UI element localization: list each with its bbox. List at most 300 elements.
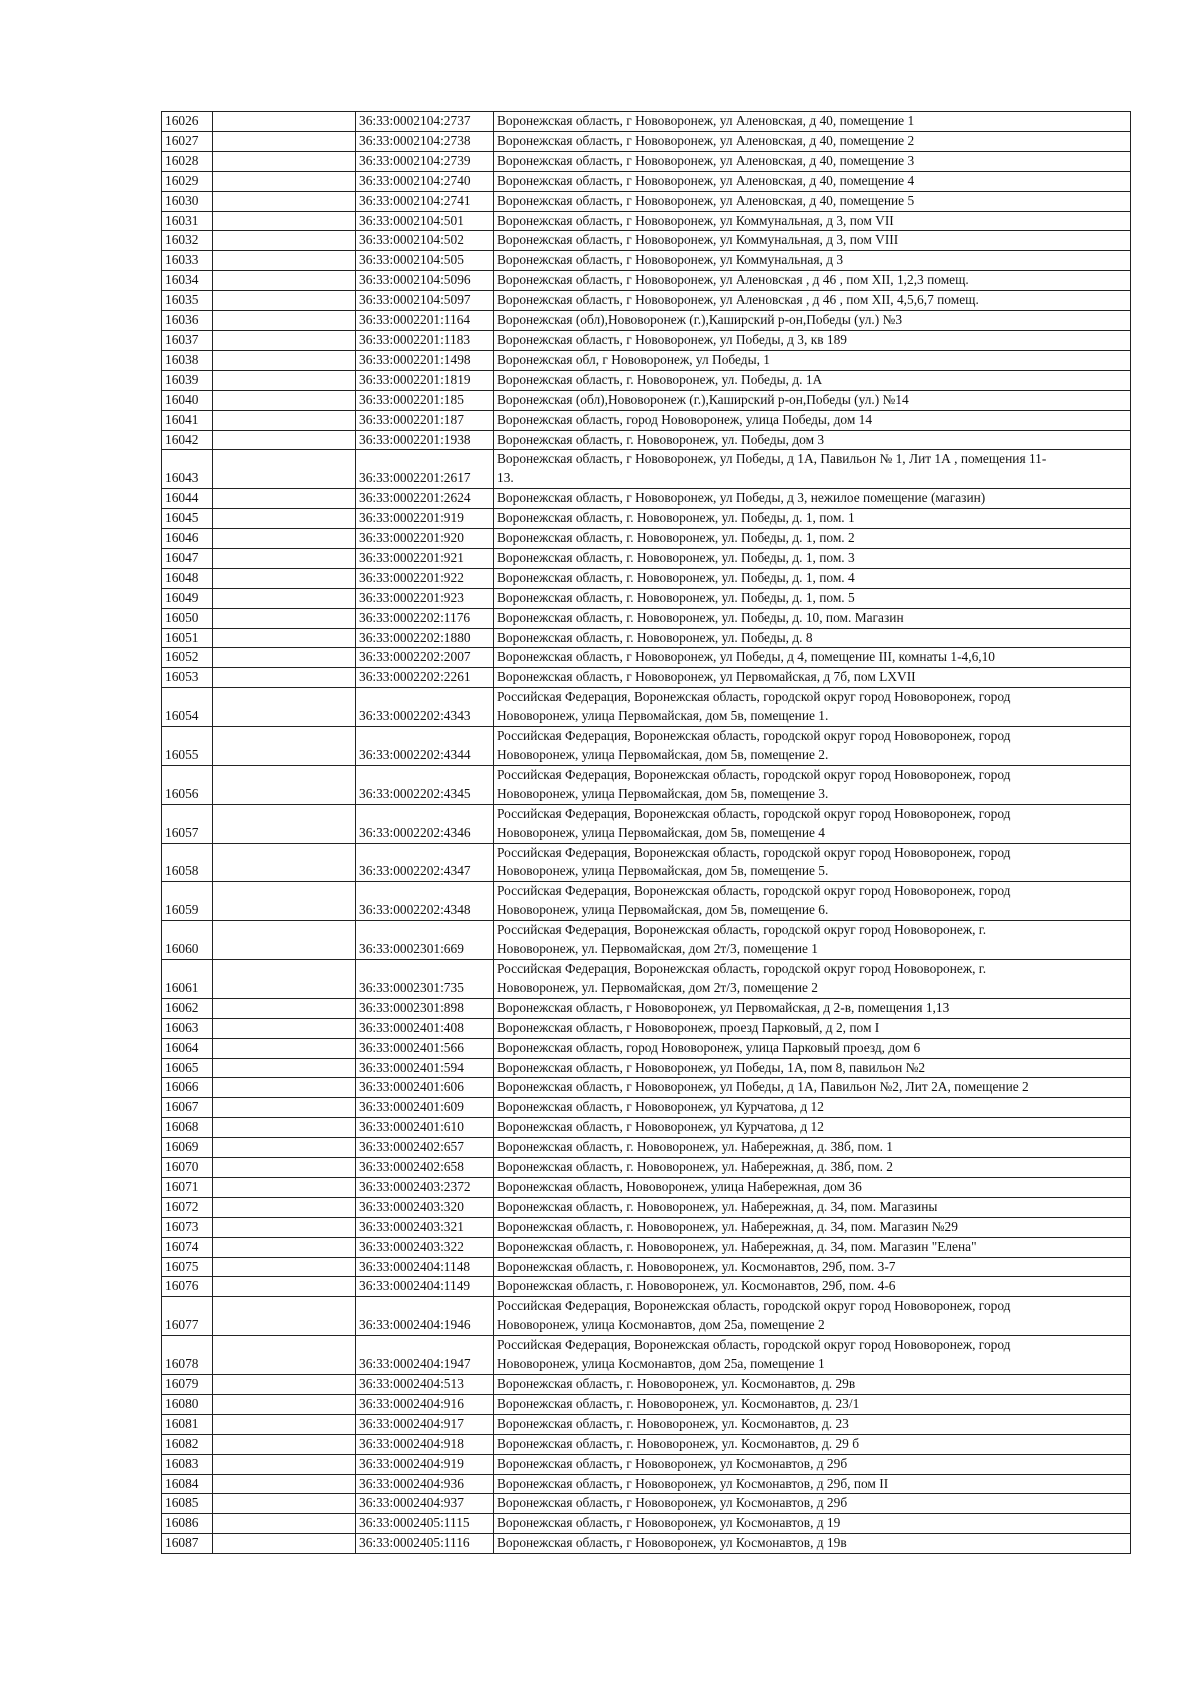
row-number-cell: 16079 xyxy=(162,1375,213,1395)
address-cell: Воронежская область, г. Нововоронеж, ул. Победы, дом 3 xyxy=(494,430,1131,450)
cadastral-number-cell: 36:33:0002104:2737 xyxy=(356,112,494,132)
row-number-cell: 16032 xyxy=(162,231,213,251)
cadastral-number-cell: 36:33:0002404:1946 xyxy=(356,1297,494,1336)
row-number-cell: 16044 xyxy=(162,489,213,509)
cadastral-number-cell: 36:33:0002201:921 xyxy=(356,548,494,568)
row-number-cell: 16034 xyxy=(162,271,213,291)
address-cell: Воронежская область, город Нововоронеж, улица Победы, дом 14 xyxy=(494,410,1131,430)
table-row xyxy=(162,548,1131,568)
cadastral-number-cell: 36:33:0002404:919 xyxy=(356,1454,494,1474)
table-row xyxy=(162,727,1131,766)
cadastral-number-cell: 36:33:0002401:408 xyxy=(356,1018,494,1038)
empty-cell xyxy=(213,529,356,549)
empty-cell xyxy=(213,1237,356,1257)
row-number-cell: 16066 xyxy=(162,1078,213,1098)
table-row xyxy=(162,688,1131,727)
table-row xyxy=(162,1197,1131,1217)
table-row xyxy=(162,1217,1131,1237)
row-number-cell: 16084 xyxy=(162,1474,213,1494)
empty-cell xyxy=(213,271,356,291)
cadastral-number-cell: 36:33:0002201:187 xyxy=(356,410,494,430)
cadastral-number-cell: 36:33:0002201:919 xyxy=(356,509,494,529)
table-row xyxy=(162,765,1131,804)
cadastral-number-cell: 36:33:0002202:4348 xyxy=(356,882,494,921)
table-row xyxy=(162,668,1131,688)
row-number-cell: 16031 xyxy=(162,211,213,231)
address-cell: Воронежская область, г. Нововоронеж, ул. Победы, д. 8 xyxy=(494,628,1131,648)
row-number-cell: 16074 xyxy=(162,1237,213,1257)
address-cell: Российская Федерация, Воронежская область, городской округ город Нововоронеж, город Нововоронеж, улица Первомайская, дом 5в, помещение 1. xyxy=(494,688,1131,727)
cadastral-number-cell: 36:33:0002201:1819 xyxy=(356,370,494,390)
cadastral-number-cell: 36:33:0002201:1164 xyxy=(356,311,494,331)
row-number-cell: 16083 xyxy=(162,1454,213,1474)
empty-cell xyxy=(213,1217,356,1237)
row-number-cell: 16065 xyxy=(162,1058,213,1078)
row-number-cell: 16047 xyxy=(162,548,213,568)
row-number-cell: 16078 xyxy=(162,1336,213,1375)
cadastral-number-cell: 36:33:0002404:918 xyxy=(356,1434,494,1454)
address-cell: Воронежская область, г. Нововоронеж, ул. Победы, д. 1, пом. 5 xyxy=(494,588,1131,608)
cadastral-number-cell: 36:33:0002201:920 xyxy=(356,529,494,549)
address-cell: Воронежская область, г. Нововоронеж, ул. Набережная, д. 34, пом. Магазин №29 xyxy=(494,1217,1131,1237)
empty-cell xyxy=(213,251,356,271)
empty-cell xyxy=(213,843,356,882)
address-cell: Воронежская область, г. Нововоронеж, ул. Победы, д. 1, пом. 4 xyxy=(494,568,1131,588)
cadastral-number-cell: 36:33:0002104:2741 xyxy=(356,191,494,211)
empty-cell xyxy=(213,765,356,804)
empty-cell xyxy=(213,1297,356,1336)
row-number-cell: 16067 xyxy=(162,1098,213,1118)
table-row xyxy=(162,489,1131,509)
table-row xyxy=(162,291,1131,311)
address-cell: Российская Федерация, Воронежская область, городской округ город Нововоронеж, город Нововоронеж, улица Космонавтов, дом 25а, помещение 1 xyxy=(494,1336,1131,1375)
cadastral-number-cell: 36:33:0002202:4346 xyxy=(356,804,494,843)
empty-cell xyxy=(213,1078,356,1098)
row-number-cell: 16063 xyxy=(162,1018,213,1038)
empty-cell xyxy=(213,191,356,211)
address-cell: Воронежская область, г. Нововоронеж, ул. Космонавтов, д. 23 xyxy=(494,1414,1131,1434)
empty-cell xyxy=(213,311,356,331)
empty-cell xyxy=(213,588,356,608)
address-cell: Российская Федерация, Воронежская область, городской округ город Нововоронеж, г. Нововоронеж, ул. Первомайская, дом 2т/3, помещение 1 xyxy=(494,921,1131,960)
table-row xyxy=(162,410,1131,430)
address-cell: Воронежская область, г. Нововоронеж, ул. Победы, д. 1, пом. 2 xyxy=(494,529,1131,549)
cadastral-number-cell: 36:33:0002403:320 xyxy=(356,1197,494,1217)
row-number-cell: 16068 xyxy=(162,1118,213,1138)
address-cell: Воронежская область, г Нововоронеж, ул Космонавтов, д 29б, пом II xyxy=(494,1474,1131,1494)
address-cell: Воронежская область, г. Нововоронеж, ул. Победы, д. 1, пом. 1 xyxy=(494,509,1131,529)
address-cell: Воронежская область, г Нововоронеж, ул Победы, д 4, помещение III, комнаты 1-4,6,10 xyxy=(494,648,1131,668)
row-number-cell: 16053 xyxy=(162,668,213,688)
cadastral-number-cell: 36:33:0002104:501 xyxy=(356,211,494,231)
address-cell: Воронежская область, г. Нововоронеж, ул. Набережная, д. 34, пом. Магазин "Елена" xyxy=(494,1237,1131,1257)
address-cell: Воронежская область, г Нововоронеж, ул Аленовская , д 46 , пом XII, 1,2,3 помещ. xyxy=(494,271,1131,291)
address-cell: Воронежская область, г Нововоронеж, ул Космонавтов, д 29б xyxy=(494,1454,1131,1474)
empty-cell xyxy=(213,668,356,688)
empty-cell xyxy=(213,171,356,191)
table-row xyxy=(162,1434,1131,1454)
address-cell: Воронежская область, г Нововоронеж, ул Курчатова, д 12 xyxy=(494,1098,1131,1118)
row-number-cell: 16075 xyxy=(162,1257,213,1277)
address-cell: Воронежская область, г. Нововоронеж, ул. Победы, д. 10, пом. Магазин xyxy=(494,608,1131,628)
property-register-table xyxy=(161,111,1131,1554)
empty-cell xyxy=(213,1257,356,1277)
empty-cell xyxy=(213,804,356,843)
row-number-cell: 16026 xyxy=(162,112,213,132)
table-row xyxy=(162,1454,1131,1474)
table-row xyxy=(162,1058,1131,1078)
empty-cell xyxy=(213,1414,356,1434)
empty-cell xyxy=(213,1494,356,1514)
cadastral-number-cell: 36:33:0002104:2739 xyxy=(356,151,494,171)
address-cell: Воронежская область, г Нововоронеж, ул Аленовская, д 40, помещение 5 xyxy=(494,191,1131,211)
cadastral-number-cell: 36:33:0002104:5097 xyxy=(356,291,494,311)
table-row xyxy=(162,1038,1131,1058)
empty-cell xyxy=(213,430,356,450)
table-row xyxy=(162,350,1131,370)
table-row xyxy=(162,211,1131,231)
address-cell: Российская Федерация, Воронежская область, городской округ город Нововоронеж, г. Нововоронеж, ул. Первомайская, дом 2т/3, помещение 2 xyxy=(494,959,1131,998)
table-row xyxy=(162,311,1131,331)
table-row xyxy=(162,1138,1131,1158)
row-number-cell: 16054 xyxy=(162,688,213,727)
empty-cell xyxy=(213,568,356,588)
row-number-cell: 16072 xyxy=(162,1197,213,1217)
table-body xyxy=(162,112,1131,1554)
address-cell: Воронежская область, г Нововоронеж, ул Аленовская, д 40, помещение 3 xyxy=(494,151,1131,171)
address-cell: Российская Федерация, Воронежская область, городской округ город Нововоронеж, город Нововоронеж, улица Первомайская, дом 5в, помещение 5. xyxy=(494,843,1131,882)
row-number-cell: 16048 xyxy=(162,568,213,588)
empty-cell xyxy=(213,450,356,489)
cadastral-number-cell: 36:33:0002403:321 xyxy=(356,1217,494,1237)
cadastral-number-cell: 36:33:0002201:923 xyxy=(356,588,494,608)
table-row xyxy=(162,251,1131,271)
table-row xyxy=(162,151,1131,171)
address-cell: Российская Федерация, Воронежская область, городской округ город Нововоронеж, город Нововоронеж, улица Первомайская, дом 5в, помещение 4 xyxy=(494,804,1131,843)
row-number-cell: 16071 xyxy=(162,1177,213,1197)
table-row xyxy=(162,1118,1131,1138)
cadastral-number-cell: 36:33:0002404:1149 xyxy=(356,1277,494,1297)
table-row xyxy=(162,608,1131,628)
cadastral-number-cell: 36:33:0002401:566 xyxy=(356,1038,494,1058)
cadastral-number-cell: 36:33:0002404:917 xyxy=(356,1414,494,1434)
empty-cell xyxy=(213,882,356,921)
address-cell: Воронежская область, г Нововоронеж, ул Космонавтов, д 29б xyxy=(494,1494,1131,1514)
empty-cell xyxy=(213,1197,356,1217)
address-cell: Воронежская область, г. Нововоронеж, ул. Набережная, д. 38б, пом. 2 xyxy=(494,1158,1131,1178)
empty-cell xyxy=(213,1038,356,1058)
row-number-cell: 16043 xyxy=(162,450,213,489)
cadastral-number-cell: 36:33:0002405:1115 xyxy=(356,1514,494,1534)
table-row xyxy=(162,921,1131,960)
cadastral-number-cell: 36:33:0002404:1947 xyxy=(356,1336,494,1375)
row-number-cell: 16086 xyxy=(162,1514,213,1534)
row-number-cell: 16049 xyxy=(162,588,213,608)
address-cell: Воронежская область, г Нововоронеж, ул Космонавтов, д 19в xyxy=(494,1534,1131,1554)
row-number-cell: 16036 xyxy=(162,311,213,331)
table-row xyxy=(162,1177,1131,1197)
cadastral-number-cell: 36:33:0002201:1183 xyxy=(356,330,494,350)
empty-cell xyxy=(213,628,356,648)
table-row xyxy=(162,1237,1131,1257)
address-cell: Воронежская область, Нововоронеж, улица Набережная, дом 36 xyxy=(494,1177,1131,1197)
cadastral-number-cell: 36:33:0002202:4345 xyxy=(356,765,494,804)
row-number-cell: 16069 xyxy=(162,1138,213,1158)
empty-cell xyxy=(213,1336,356,1375)
empty-cell xyxy=(213,1277,356,1297)
address-cell: Воронежская обл, г Нововоронеж, ул Победы, 1 xyxy=(494,350,1131,370)
cadastral-number-cell: 36:33:0002301:735 xyxy=(356,959,494,998)
empty-cell xyxy=(213,1474,356,1494)
empty-cell xyxy=(213,1394,356,1414)
table-row xyxy=(162,588,1131,608)
cadastral-number-cell: 36:33:0002403:322 xyxy=(356,1237,494,1257)
row-number-cell: 16045 xyxy=(162,509,213,529)
address-cell: Российская Федерация, Воронежская область, городской округ город Нововоронеж, город Нововоронеж, улица Первомайская, дом 5в, помещение 3. xyxy=(494,765,1131,804)
empty-cell xyxy=(213,648,356,668)
empty-cell xyxy=(213,211,356,231)
table-row xyxy=(162,1078,1131,1098)
table-row xyxy=(162,1336,1131,1375)
table-row xyxy=(162,1098,1131,1118)
row-number-cell: 16051 xyxy=(162,628,213,648)
row-number-cell: 16027 xyxy=(162,131,213,151)
row-number-cell: 16055 xyxy=(162,727,213,766)
row-number-cell: 16038 xyxy=(162,350,213,370)
empty-cell xyxy=(213,1375,356,1395)
cadastral-number-cell: 36:33:0002202:1880 xyxy=(356,628,494,648)
cadastral-number-cell: 36:33:0002104:505 xyxy=(356,251,494,271)
row-number-cell: 16035 xyxy=(162,291,213,311)
cadastral-number-cell: 36:33:0002402:658 xyxy=(356,1158,494,1178)
row-number-cell: 16030 xyxy=(162,191,213,211)
empty-cell xyxy=(213,131,356,151)
empty-cell xyxy=(213,959,356,998)
table-row xyxy=(162,1474,1131,1494)
address-cell: Российская Федерация, Воронежская область, городской округ город Нововоронеж, город Нововоронеж, улица Первомайская, дом 5в, помещение 2. xyxy=(494,727,1131,766)
empty-cell xyxy=(213,1118,356,1138)
address-cell: Воронежская область, г Нововоронеж, ул Первомайская, д 7б, пом LXVII xyxy=(494,668,1131,688)
table-row xyxy=(162,568,1131,588)
empty-cell xyxy=(213,1018,356,1038)
cadastral-number-cell: 36:33:0002404:937 xyxy=(356,1494,494,1514)
row-number-cell: 16081 xyxy=(162,1414,213,1434)
address-cell: Воронежская область, г Нововоронеж, ул Аленовская , д 46 , пом XII, 4,5,6,7 помещ. xyxy=(494,291,1131,311)
table-row xyxy=(162,1514,1131,1534)
row-number-cell: 16070 xyxy=(162,1158,213,1178)
address-cell: Воронежская область, г Нововоронеж, ул Курчатова, д 12 xyxy=(494,1118,1131,1138)
address-cell: Воронежская область, г Нововоронеж, ул Коммунальная, д 3 xyxy=(494,251,1131,271)
table-row xyxy=(162,191,1131,211)
row-number-cell: 16087 xyxy=(162,1534,213,1554)
row-number-cell: 16029 xyxy=(162,171,213,191)
empty-cell xyxy=(213,1098,356,1118)
address-cell: Воронежская (обл),Нововоронеж (г.),Каширский р-он,Победы (ул.) №14 xyxy=(494,390,1131,410)
cadastral-number-cell: 36:33:0002202:2261 xyxy=(356,668,494,688)
cadastral-number-cell: 36:33:0002202:4343 xyxy=(356,688,494,727)
table-row xyxy=(162,131,1131,151)
address-cell: Воронежская область, г Нововоронеж, проезд Парковый, д 2, пом I xyxy=(494,1018,1131,1038)
empty-cell xyxy=(213,1177,356,1197)
cadastral-number-cell: 36:33:0002202:1176 xyxy=(356,608,494,628)
empty-cell xyxy=(213,489,356,509)
cadastral-number-cell: 36:33:0002201:185 xyxy=(356,390,494,410)
row-number-cell: 16039 xyxy=(162,370,213,390)
address-cell: Воронежская область, г Нововоронеж, ул Победы, д 1А, Павильон № 1, Лит 1А , помещения 11- 13. xyxy=(494,450,1131,489)
table-row xyxy=(162,529,1131,549)
cadastral-number-cell: 36:33:0002201:2617 xyxy=(356,450,494,489)
cadastral-number-cell: 36:33:0002201:1938 xyxy=(356,430,494,450)
address-cell: Воронежская область, г Нововоронеж, ул Коммунальная, д 3, пом VIII xyxy=(494,231,1131,251)
cadastral-number-cell: 36:33:0002404:513 xyxy=(356,1375,494,1395)
empty-cell xyxy=(213,1454,356,1474)
address-cell: Российская Федерация, Воронежская область, городской округ город Нововоронеж, город Нововоронеж, улица Космонавтов, дом 25а, помещение 2 xyxy=(494,1297,1131,1336)
row-number-cell: 16060 xyxy=(162,921,213,960)
table-row xyxy=(162,370,1131,390)
empty-cell xyxy=(213,370,356,390)
row-number-cell: 16057 xyxy=(162,804,213,843)
cadastral-number-cell: 36:33:0002401:594 xyxy=(356,1058,494,1078)
cadastral-number-cell: 36:33:0002104:5096 xyxy=(356,271,494,291)
address-cell: Воронежская область, г. Нововоронеж, ул. Победы, д. 1А xyxy=(494,370,1131,390)
address-cell: Воронежская область, г. Нововоронеж, ул. Набережная, д. 34, пом. Магазины xyxy=(494,1197,1131,1217)
address-cell: Воронежская область, г. Нововоронеж, ул. Космонавтов, д. 29 б xyxy=(494,1434,1131,1454)
address-cell: Российская Федерация, Воронежская область, городской округ город Нововоронеж, город Нововоронеж, улица Первомайская, дом 5в, помещение 6. xyxy=(494,882,1131,921)
cadastral-number-cell: 36:33:0002104:502 xyxy=(356,231,494,251)
row-number-cell: 16040 xyxy=(162,390,213,410)
table-row xyxy=(162,1414,1131,1434)
cadastral-number-cell: 36:33:0002301:898 xyxy=(356,998,494,1018)
empty-cell xyxy=(213,231,356,251)
address-cell: Воронежская область, г Нововоронеж, ул Коммунальная, д 3, пом VII xyxy=(494,211,1131,231)
row-number-cell: 16077 xyxy=(162,1297,213,1336)
cadastral-number-cell: 36:33:0002201:922 xyxy=(356,568,494,588)
address-cell: Воронежская область, г Нововоронеж, ул Аленовская, д 40, помещение 2 xyxy=(494,131,1131,151)
row-number-cell: 16033 xyxy=(162,251,213,271)
table-row xyxy=(162,998,1131,1018)
empty-cell xyxy=(213,1534,356,1554)
table-row xyxy=(162,430,1131,450)
empty-cell xyxy=(213,1058,356,1078)
empty-cell xyxy=(213,548,356,568)
address-cell: Воронежская область, г Нововоронеж, ул Первомайская, д 2-в, помещения 1,13 xyxy=(494,998,1131,1018)
cadastral-number-cell: 36:33:0002301:669 xyxy=(356,921,494,960)
empty-cell xyxy=(213,1434,356,1454)
empty-cell xyxy=(213,1158,356,1178)
cadastral-number-cell: 36:33:0002201:1498 xyxy=(356,350,494,370)
address-cell: Воронежская область, г Нововоронеж, ул Победы, д 1А, Павильон №2, Лит 2А, помещение 2 xyxy=(494,1078,1131,1098)
address-cell: Воронежская область, г Нововоронеж, ул Победы, 1А, пом 8, павильон №2 xyxy=(494,1058,1131,1078)
table-row xyxy=(162,231,1131,251)
table-row xyxy=(162,1394,1131,1414)
cadastral-number-cell: 36:33:0002404:1148 xyxy=(356,1257,494,1277)
table-row xyxy=(162,112,1131,132)
empty-cell xyxy=(213,998,356,1018)
row-number-cell: 16028 xyxy=(162,151,213,171)
table-row xyxy=(162,1158,1131,1178)
address-cell: Воронежская область, г. Нововоронеж, ул. Победы, д. 1, пом. 3 xyxy=(494,548,1131,568)
table-row xyxy=(162,1494,1131,1514)
address-cell: Воронежская область, г. Нововоронеж, ул. Космонавтов, д. 23/1 xyxy=(494,1394,1131,1414)
cadastral-number-cell: 36:33:0002104:2738 xyxy=(356,131,494,151)
empty-cell xyxy=(213,688,356,727)
row-number-cell: 16073 xyxy=(162,1217,213,1237)
address-cell: Воронежская область, г. Нововоронеж, ул. Космонавтов, д. 29в xyxy=(494,1375,1131,1395)
cadastral-number-cell: 36:33:0002202:4344 xyxy=(356,727,494,766)
row-number-cell: 16052 xyxy=(162,648,213,668)
table-row xyxy=(162,843,1131,882)
row-number-cell: 16050 xyxy=(162,608,213,628)
table-row xyxy=(162,390,1131,410)
cadastral-number-cell: 36:33:0002404:936 xyxy=(356,1474,494,1494)
table-row xyxy=(162,1257,1131,1277)
empty-cell xyxy=(213,727,356,766)
address-cell: Воронежская область, город Нововоронеж, улица Парковый проезд, дом 6 xyxy=(494,1038,1131,1058)
empty-cell xyxy=(213,291,356,311)
cadastral-number-cell: 36:33:0002403:2372 xyxy=(356,1177,494,1197)
cadastral-number-cell: 36:33:0002401:610 xyxy=(356,1118,494,1138)
row-number-cell: 16064 xyxy=(162,1038,213,1058)
cadastral-number-cell: 36:33:0002104:2740 xyxy=(356,171,494,191)
table-row xyxy=(162,450,1131,489)
table-row xyxy=(162,271,1131,291)
row-number-cell: 16062 xyxy=(162,998,213,1018)
table-row xyxy=(162,648,1131,668)
table-row xyxy=(162,509,1131,529)
empty-cell xyxy=(213,330,356,350)
table-row xyxy=(162,882,1131,921)
row-number-cell: 16056 xyxy=(162,765,213,804)
table-row xyxy=(162,628,1131,648)
empty-cell xyxy=(213,112,356,132)
address-cell: Воронежская (обл),Нововоронеж (г.),Каширский р-он,Победы (ул.) №3 xyxy=(494,311,1131,331)
empty-cell xyxy=(213,350,356,370)
empty-cell xyxy=(213,509,356,529)
address-cell: Воронежская область, г Нововоронеж, ул Аленовская, д 40, помещение 4 xyxy=(494,171,1131,191)
address-cell: Воронежская область, г Нововоронеж, ул Космонавтов, д 19 xyxy=(494,1514,1131,1534)
row-number-cell: 16061 xyxy=(162,959,213,998)
row-number-cell: 16042 xyxy=(162,430,213,450)
cadastral-number-cell: 36:33:0002405:1116 xyxy=(356,1534,494,1554)
cadastral-number-cell: 36:33:0002202:4347 xyxy=(356,843,494,882)
address-cell: Воронежская область, г Нововоронеж, ул Победы, д 3, нежилое помещение (магазин) xyxy=(494,489,1131,509)
table-row xyxy=(162,804,1131,843)
table-row xyxy=(162,171,1131,191)
cadastral-number-cell: 36:33:0002202:2007 xyxy=(356,648,494,668)
cadastral-number-cell: 36:33:0002201:2624 xyxy=(356,489,494,509)
cadastral-number-cell: 36:33:0002401:606 xyxy=(356,1078,494,1098)
cadastral-number-cell: 36:33:0002402:657 xyxy=(356,1138,494,1158)
table-row xyxy=(162,330,1131,350)
table-row xyxy=(162,959,1131,998)
table-row xyxy=(162,1018,1131,1038)
empty-cell xyxy=(213,921,356,960)
cadastral-number-cell: 36:33:0002401:609 xyxy=(356,1098,494,1118)
table-row xyxy=(162,1297,1131,1336)
table-row xyxy=(162,1534,1131,1554)
address-cell: Воронежская область, г. Нововоронеж, ул. Набережная, д. 38б, пом. 1 xyxy=(494,1138,1131,1158)
row-number-cell: 16082 xyxy=(162,1434,213,1454)
row-number-cell: 16037 xyxy=(162,330,213,350)
empty-cell xyxy=(213,608,356,628)
table-row xyxy=(162,1277,1131,1297)
row-number-cell: 16041 xyxy=(162,410,213,430)
table-row xyxy=(162,1375,1131,1395)
cadastral-number-cell: 36:33:0002404:916 xyxy=(356,1394,494,1414)
empty-cell xyxy=(213,1514,356,1534)
empty-cell xyxy=(213,390,356,410)
address-cell: Воронежская область, г. Нововоронеж, ул. Космонавтов, 29б, пом. 3-7 xyxy=(494,1257,1131,1277)
